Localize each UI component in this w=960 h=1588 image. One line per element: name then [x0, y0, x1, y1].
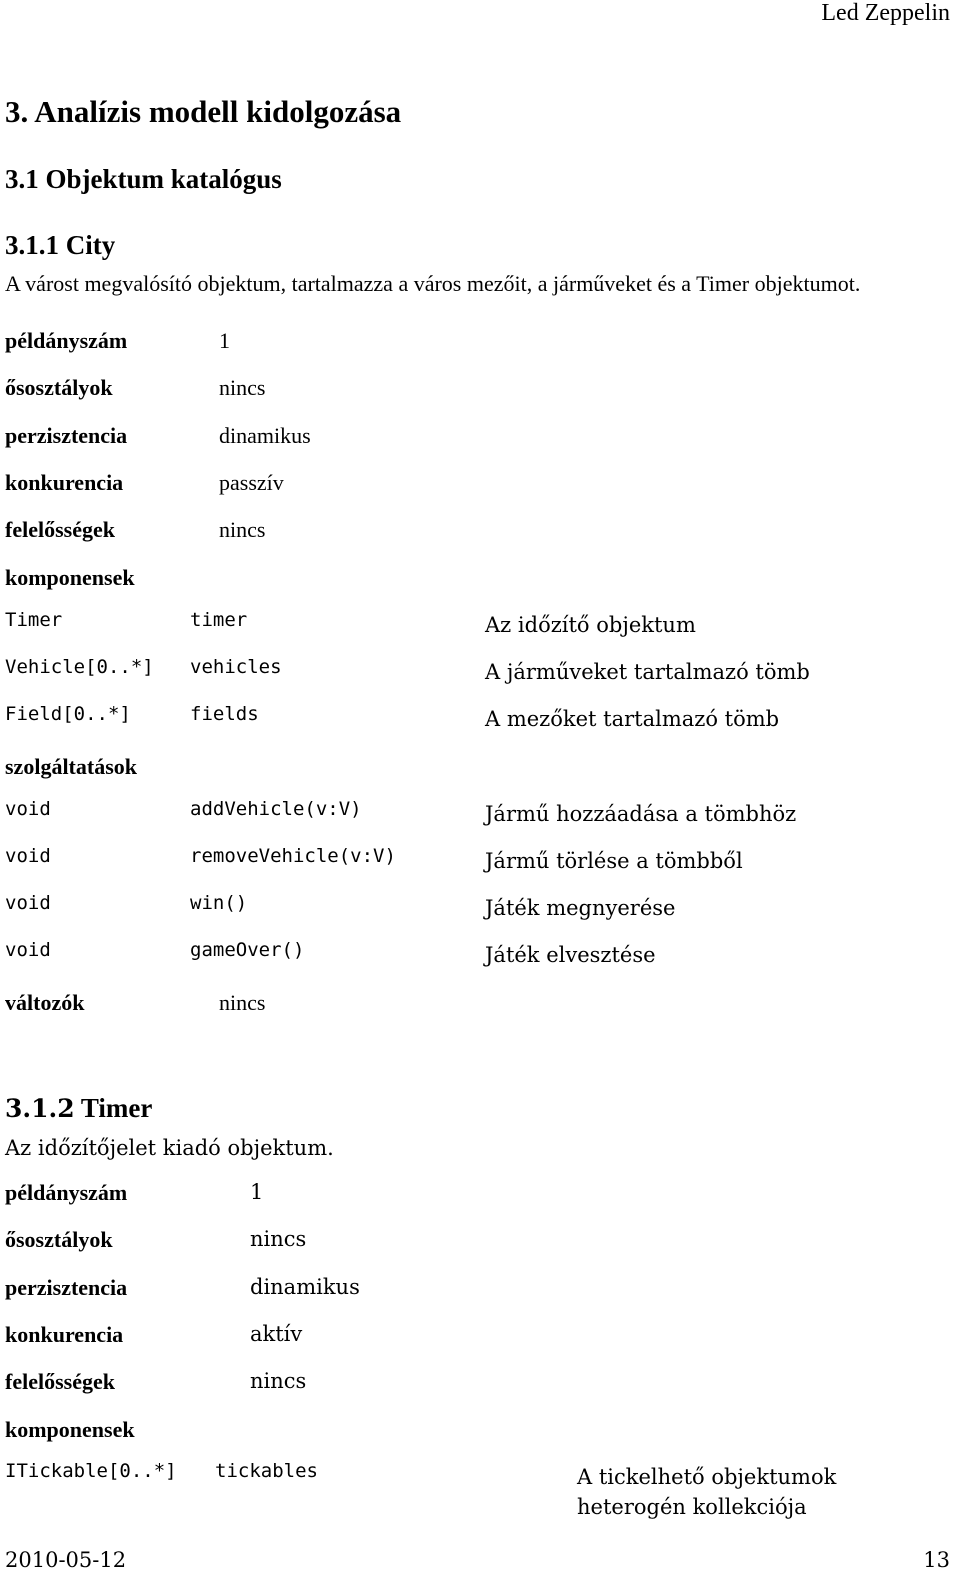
service-return-type: void — [5, 798, 51, 820]
city-description: A várost megvalósító objektum, tartalmazza a város mezőit, a járműveket és a Timer objektumot. — [5, 271, 861, 296]
component-type: ITickable[0..*] — [5, 1460, 177, 1482]
timer-prop-label: ősosztályok — [5, 1227, 113, 1252]
component-name: fields — [190, 703, 259, 725]
timer-components-label: komponensek — [5, 1417, 135, 1442]
timer-heading-number: 3.1.2 — [5, 1094, 75, 1123]
city-variables-value: nincs — [219, 990, 266, 1015]
city-prop-value: 1 — [219, 328, 230, 353]
component-description: A járműveket tartalmazó tömb — [485, 660, 810, 684]
page-number: 13 — [923, 1548, 950, 1572]
service-description: Játék megnyerése — [485, 896, 676, 920]
timer-prop-value: nincs — [250, 1369, 307, 1393]
section-heading: 3.1 Objektum katalógus — [5, 164, 282, 194]
timer-prop-label: példányszám — [5, 1180, 128, 1205]
city-heading — [5, 230, 115, 261]
service-signature: removeVehicle(v:V) — [190, 845, 396, 867]
running-header: Led Zeppelin — [821, 0, 950, 26]
timer-heading-name: Timer — [80, 1093, 153, 1123]
city-variables-label: változók — [5, 990, 85, 1015]
chapter-heading: 3. Analízis modell kidolgozása — [5, 94, 402, 129]
timer-prop-label: perzisztencia — [5, 1275, 128, 1300]
city-prop-label: perzisztencia — [5, 423, 128, 448]
city-prop-label: ősosztályok — [5, 375, 113, 400]
component-type: Vehicle[0..*] — [5, 656, 154, 678]
service-return-type: void — [5, 939, 51, 961]
city-services-label: szolgáltatások — [5, 754, 137, 779]
service-signature: win() — [190, 892, 248, 914]
service-return-type: void — [5, 892, 51, 914]
city-prop-label: felelősségek — [5, 517, 115, 542]
component-name: vehicles — [190, 656, 282, 678]
timer-prop-value: nincs — [250, 1227, 307, 1251]
city-heading-name: City — [65, 230, 116, 260]
city-prop-label: konkurencia — [5, 470, 124, 495]
service-signature: addVehicle(v:V) — [190, 798, 362, 820]
component-type: Field[0..*] — [5, 703, 131, 725]
timer-description: Az időzítőjelet kiadó objektum. — [5, 1136, 334, 1160]
city-prop-value: passzív — [219, 470, 284, 495]
component-description: Az időzítő objektum — [485, 613, 696, 637]
timer-prop-value: aktív — [250, 1322, 303, 1346]
service-signature: gameOver() — [190, 939, 305, 961]
city-components-label: komponensek — [5, 565, 135, 590]
service-return-type: void — [5, 845, 51, 867]
city-prop-value: dinamikus — [219, 423, 311, 448]
city-prop-value: nincs — [219, 517, 266, 542]
component-type: Timer — [5, 609, 63, 631]
component-name: timer — [190, 609, 248, 631]
city-prop-label: példányszám — [5, 328, 128, 353]
component-description: A tickelhető objektumok heterogén kollekciója — [577, 1465, 837, 1519]
component-name: tickables — [215, 1460, 318, 1482]
footer-date: 2010-05-12 — [5, 1548, 127, 1572]
timer-prop-value: dinamikus — [250, 1275, 360, 1299]
service-description: Játék elvesztése — [485, 943, 656, 967]
timer-heading — [5, 1093, 152, 1124]
city-heading-number: 3.1.1 — [5, 230, 59, 260]
timer-prop-value: 1 — [250, 1180, 264, 1204]
timer-prop-label: konkurencia — [5, 1322, 124, 1347]
service-description: Jármű törlése a tömbből — [485, 849, 743, 873]
component-description: A mezőket tartalmazó tömb — [485, 707, 780, 731]
timer-prop-label: felelősségek — [5, 1369, 115, 1394]
service-description: Jármű hozzáadása a tömbhöz — [485, 802, 797, 826]
city-prop-value: nincs — [219, 375, 266, 400]
